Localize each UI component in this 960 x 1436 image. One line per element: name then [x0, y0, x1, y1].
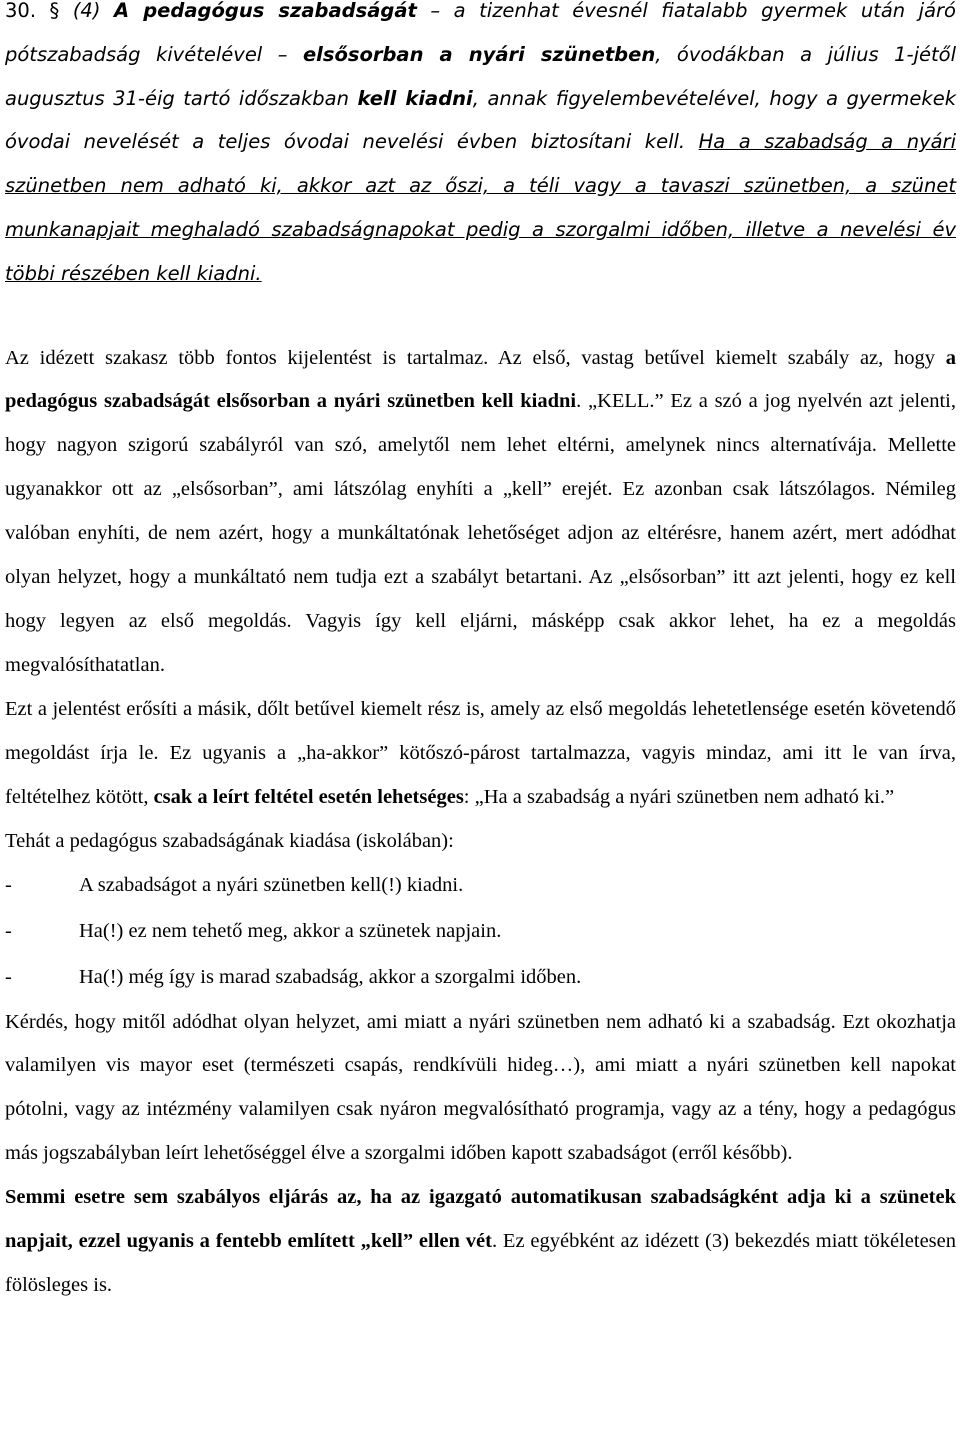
paragraph-bold-text: a pedagógus szabadságát elsősorban a nyári szünetben kell kiadni	[5, 346, 956, 413]
quote-underlined-part: Ha a szabadság a nyári szünetben nem adható ki, akkor azt az őszi, a téli vagy a tavaszi szünetben, a szünet munkanapjait meghaladó szabadságnapokat pedig a szorgalmi időben, illetve a nevelési év többi részében kell kiadni.	[5, 130, 956, 285]
quote-bold-part: A pedagógus szabadságát	[113, 0, 417, 22]
list-item	[5, 909, 956, 955]
quote-part: – a tizenhat évesnél fiatalabb gyermek után járó pótszabadság kivételével –	[5, 0, 956, 66]
quote-bold-part: kell kiadni	[357, 86, 473, 110]
law-quote	[5, 0, 956, 296]
paragraph-text: Ezt a jelentést erősíti a másik, dőlt betűvel kiemelt rész is, amely az első megoldás lehetetlensége esetén követendő megoldást írja le. Ez ugyanis a „ha-akkor” kötőszó-párost tartalmazza, vagyis mindaz, ami itt le van írva, feltételhez kötött,	[5, 697, 956, 808]
section-number: 30. §	[5, 0, 73, 22]
quote-part: , óvodákban a július 1-jétől augusztus 31-éig tartó időszakban	[5, 42, 956, 110]
list-item	[5, 863, 956, 909]
paragraph-2	[5, 688, 956, 820]
paragraph-5	[5, 1176, 956, 1308]
list-item-text: A szabadságot a nyári szünetben kell(!) kiadni.	[79, 874, 464, 897]
paragraph-text: . Ez egyébként az idézett (3) bekezdés miatt tökéletesen fölösleges is.	[5, 1230, 956, 1296]
list-dash: -	[5, 920, 12, 943]
paragraph-bold-text: Semmi esetre sem szabályos eljárás az, ha az igazgató automatikusan szabadságként adja ki a szünetek napjait, ezzel ugyanis a fentebb említett „kell” ellen vét	[5, 1186, 956, 1253]
list-item-text: Ha(!) ez nem tehető meg, akkor a szünetek napjain.	[79, 920, 502, 943]
paragraph-text: : „Ha a szabadság a nyári szünetben nem adható ki.”	[463, 785, 895, 808]
paragraph-1	[5, 337, 956, 688]
list-dash: -	[5, 965, 12, 988]
quote-part: (4)	[72, 0, 114, 22]
paragraph-4: Kérdés, hogy mitől adódhat olyan helyzet, ami miatt a nyári szünetben nem adható ki a szabadság. Ezt okozhatja valamilyen vis mayor eset (természeti csapás, rendkívüli hideg…), ami miatt a nyári szünetben kell napokat pótolni, vagy az intézmény valamilyen csak nyáron megvalósítható programja, vagy az a tény, hogy a pedagógus más jogszabályban leírt lehetőséggel élve a szorgalmi időben kapott szabadságot (erről később).	[5, 1010, 956, 1165]
paragraph-bold-text: csak a leírt feltétel esetén lehetséges	[153, 785, 464, 808]
list-item-text: Ha(!) még így is marad szabadság, akkor a szorgalmi időben.	[79, 965, 582, 988]
list-item	[5, 955, 956, 1001]
steps-list	[5, 863, 956, 1000]
paragraph-text: Az idézett szakasz több fontos kijelentést is tartalmaz. Az első, vastag betűvel kiemelt szabály az, hogy	[5, 346, 946, 369]
paragraph-text: . „KELL.” Ez a szó a jog nyelvén azt jelenti, hogy nagyon szigorú szabályról van szó, amelytől nem lehet eltérni, amelynek nincs alternatívája. Mellette ugyanakkor ott az „elsősorban”, ami látszólag enyhíti a „kell” erejét. Ez azonban csak látszólagos. Némileg valóban enyhíti, de nem azért, hogy a munkáltatónak lehetőséget adjon az eltérésre, hanem azért, mert adódhat olyan helyzet, hogy a munkáltató nem tudja ezt a szabályt betartani. Az „elsősorban” itt azt jelenti, hogy ez kell hogy legyen az első megoldás. Vagyis így kell eljárni, másképp csak akkor lehet, ha ez a megoldás megvalósíthatatlan.	[5, 390, 956, 676]
paragraph-3: Tehát a pedagógus szabadságának kiadása (iskolában):	[5, 829, 454, 852]
quote-part: , annak figyelembevételével, hogy a gyermekek óvodai nevelését a teljes óvodai nevelési évben biztosítani kell.	[5, 86, 957, 154]
list-dash: -	[5, 874, 12, 897]
quote-bold-part: elsősorban a nyári szünetben	[302, 42, 656, 66]
